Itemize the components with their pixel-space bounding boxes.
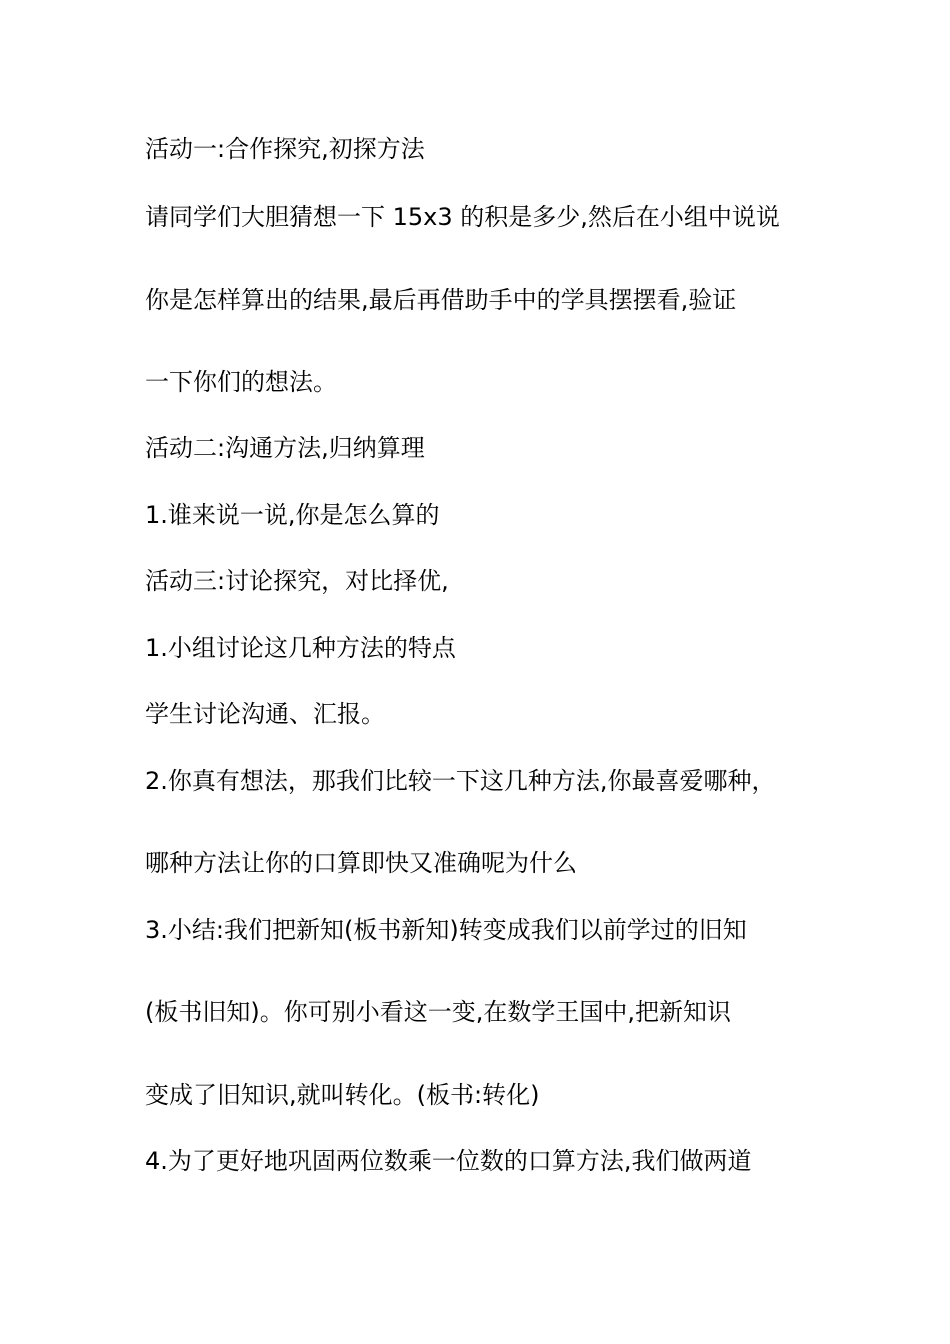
paragraph-line: 1.谁来说一说,你是怎么算的 [145,501,440,529]
paragraph-line: 3.小结:我们把新知(板书新知)转变成我们以前学过的旧知 [145,916,747,944]
paragraph-line: 2.你真有想法，那我们比较一下这几种方法,你最喜爱哪种， [145,767,776,795]
paragraph-line: 1.小组讨论这几种方法的特点 [145,634,456,662]
heading-activity-3: 活动三:讨论探究，对比择优, [145,567,449,595]
paragraph-line: 一下你们的想法。 [145,368,337,396]
paragraph-line: (板书旧知)。你可别小看这一变,在数学王国中,把新知识 [145,998,731,1026]
heading-activity-2: 活动二:沟通方法,归纳算理 [145,434,425,462]
paragraph-line: 变成了旧知识,就叫转化。(板书:转化) [145,1081,540,1109]
paragraph-line: 哪种方法让你的口算即快又准确呢为什么 [145,849,577,877]
paragraph-line: 学生讨论沟通、汇报。 [145,700,385,728]
paragraph-line: 请同学们大胆猜想一下 15x3 的积是多少,然后在小组中说说 [145,203,780,231]
paragraph-line: 你是怎样算出的结果,最后再借助手中的学具摆摆看,验证 [145,286,737,314]
paragraph-line: 4.为了更好地巩固两位数乘一位数的口算方法,我们做两道 [145,1147,752,1175]
heading-activity-1: 活动一:合作探究,初探方法 [145,135,425,163]
